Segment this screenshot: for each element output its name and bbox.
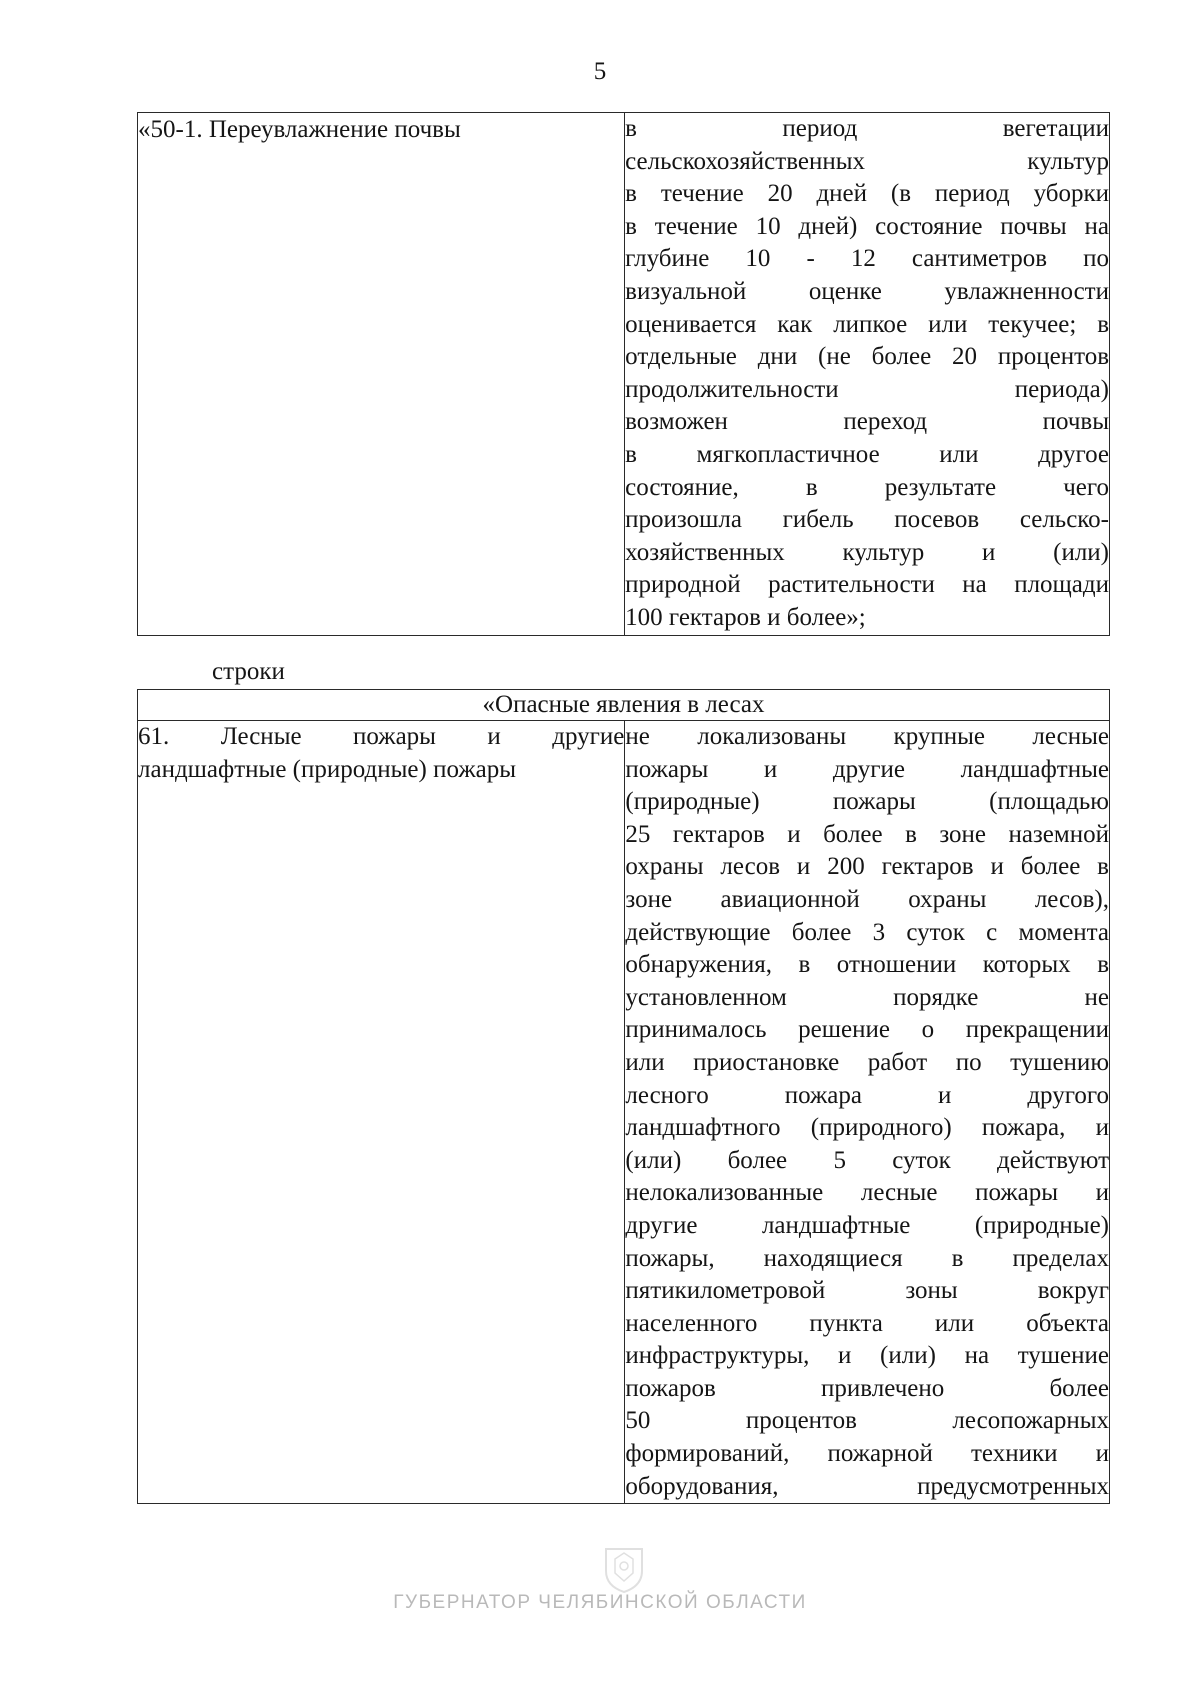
text-line: действующие более 3 суток с момента [625, 918, 1109, 946]
text-line: в период вегетации [625, 115, 1109, 142]
text-line: пожаров привлечено более [625, 1374, 1109, 1402]
text-line: возможен переход почвы [625, 408, 1109, 436]
seal-text: ГУБЕРНАТОР ЧЕЛЯБИНСКОЙ ОБЛАСТИ [393, 1592, 807, 1613]
text-line: в течение 10 дней) состояние почвы на [625, 212, 1109, 240]
text-line: состояние, в результате чего [625, 473, 1109, 501]
amendment-table-1 [137, 112, 1110, 636]
text-line: пятикилометровой зоны вокруг [625, 1277, 1109, 1305]
text-line: 25 гектаров и более в зоне наземной [625, 820, 1109, 848]
criteria-cell [625, 721, 1110, 1504]
text-line: 100 гектаров и более»; [625, 603, 866, 631]
text-line: пожары и другие ландшафтные [625, 755, 1109, 783]
section-header-cell [138, 690, 1110, 721]
text-line: в мягкопластичное или другое [625, 440, 1109, 468]
text-line: (природные) пожары (площадью [625, 788, 1109, 816]
criteria-cell [625, 113, 1110, 636]
text-line: населенного пункта или объекта [625, 1309, 1109, 1337]
section-header: «Опасные явления в лесах [482, 691, 765, 718]
text-line: оценивается как липкое или текучее; в [625, 310, 1109, 338]
text-line: пожары, находящиеся в пределах [625, 1244, 1109, 1272]
table-row [138, 721, 1110, 1504]
text-line: хозяйственных культур и (или) [625, 538, 1109, 566]
phenomenon-name-cell [138, 721, 625, 1504]
text-line: нелокализованные лесные пожары и [625, 1179, 1109, 1207]
text-line: инфраструктуры, и (или) на тушение [625, 1342, 1109, 1370]
text-line: охраны лесов и 200 гектаров и более в [625, 853, 1109, 881]
table-header-row [138, 690, 1110, 721]
connector-text: строки [212, 658, 285, 685]
text-line: другие ландшафтные (природные) [625, 1211, 1109, 1239]
text-line: продолжительности периода) [625, 375, 1109, 403]
phenomenon-name-cell [138, 113, 625, 636]
phenomenon-name: «50-1. Переувлажнение почвы [138, 116, 461, 143]
text-line: отдельные дни (не более 20 процентов [625, 343, 1109, 371]
text-line: оборудования, предусмотренных [625, 1472, 1109, 1500]
text-line: установленном порядке не [625, 983, 1109, 1011]
text-line: или приостановке работ по тушению [625, 1048, 1109, 1076]
page-number: 5 [593, 58, 607, 85]
table-row [138, 113, 1110, 636]
text-line: зоне авиационной охраны лесов), [625, 885, 1109, 913]
text-line: 50 процентов лесопожарных [625, 1407, 1109, 1435]
amendment-table-2 [137, 689, 1110, 1504]
text-line: природной растительности на площади [625, 571, 1109, 599]
text-line: обнаружения, в отношении которых в [625, 951, 1109, 979]
text-line: ландшафтного (природного) пожара, и [625, 1114, 1109, 1142]
text-line: ландшафтные (природные) пожары [138, 755, 517, 783]
text-line: произошла гибель посевов сельско- [625, 506, 1109, 534]
text-line: глубине 10 - 12 сантиметров по [625, 245, 1109, 273]
text-line: принималось решение о прекращении [625, 1016, 1109, 1044]
coat-of-arms-icon [603, 1545, 645, 1593]
text-line: лесного пожара и другого [625, 1081, 1109, 1109]
text-line: в течение 20 дней (в период уборки [625, 180, 1109, 208]
text-line: формирований, пожарной техники и [625, 1440, 1109, 1468]
text-line: (или) более 5 суток действуют [625, 1146, 1109, 1174]
text-line: визуальной оценке увлажненности [625, 277, 1109, 305]
text-line: сельскохозяйственных культур [625, 147, 1109, 175]
text-line: 61. Лесные пожары и другие [138, 723, 625, 750]
text-line: не локализованы крупные лесные [625, 723, 1109, 750]
